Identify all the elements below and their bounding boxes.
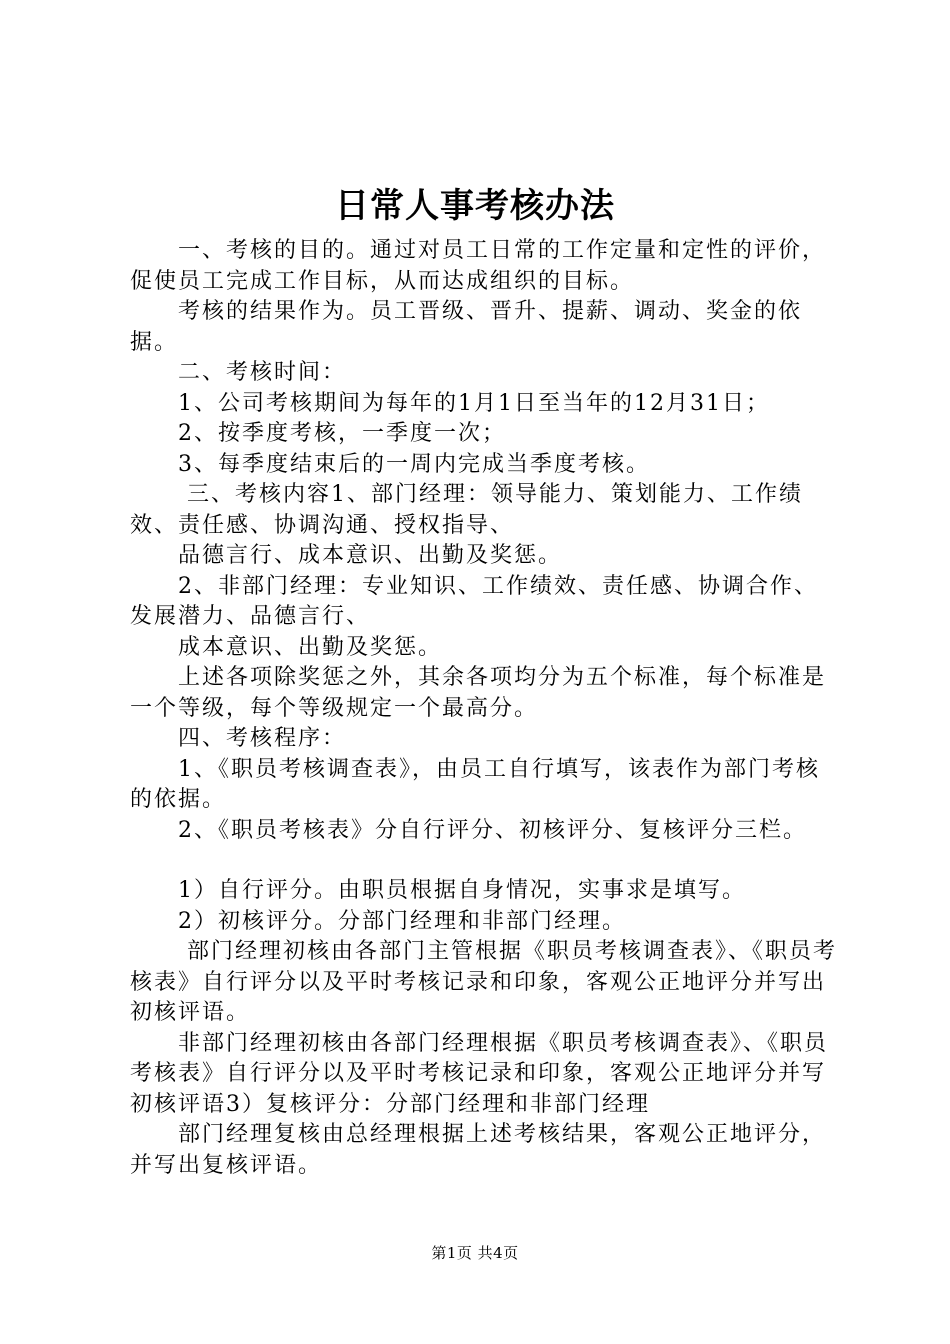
- document-title: 日常人事考核办法: [335, 186, 615, 226]
- list-item-deadline: 3、每季度结束后的一周内完成当季度考核。: [178, 451, 650, 477]
- paragraph-result-usage: 考核的结果作为。员工晋级、晋升、提薪、调动、奖金的依据。: [130, 299, 803, 355]
- paragraph-non-manager-initial-review: 非部门经理初核由各部门经理根据《职员考核调查表》、《职员考核表》自行评分以及平时考核记录和印象，客观公正地评分并写初核评语3）复核评分：分部门经理和非部门经理: [130, 1030, 829, 1117]
- heading-assessment-time: 二、考核时间：: [178, 360, 347, 385]
- paragraph-content-managers: 三、考核内容1、部门经理：领导能力、策划能力、工作绩效、责任感、协调沟通、授权指导、: [130, 482, 803, 538]
- paragraph-purpose: 一、考核的目的。通过对员工日常的工作定量和定性的评价，促使员工完成工作目标，从而达成组织的目标。: [130, 238, 827, 294]
- list-item-self-rating: 1）自行评分。由职员根据自身情况，实事求是填写。: [178, 878, 746, 903]
- page-number-footer: 第1页 共4页: [431, 1244, 519, 1262]
- list-item-period: 1、公司考核期间为每年的1月1日至当年的12月31日；: [178, 390, 770, 416]
- list-item-assessment-form: 2、《职员考核表》分自行评分、初核评分、复核评分三栏。: [178, 817, 807, 843]
- document-body: [130, 236, 840, 1181]
- paragraph-manager-final-review: 部门经理复核由总经理根据上述考核结果，客观公正地评分，并写出复核评语。: [130, 1122, 827, 1178]
- paragraph-manager-initial-review: 部门经理初核由各部门主管根据《职员考核调查表》、《职员考核表》自行评分以及平时考核记录和印象，客观公正地评分并写出初核评语。: [130, 939, 838, 1025]
- paragraph-content-non-managers: 2、非部门经理：专业知识、工作绩效、责任感、协调合作、发展潜力、品德言行、: [130, 573, 818, 629]
- list-item-quarterly: 2、按季度考核，一季度一次；: [178, 421, 506, 446]
- paragraph-content-managers-cont: 品德言行、成本意识、出勤及奖惩。: [178, 543, 563, 568]
- list-item-initial-rating: 2）初核评分。分部门经理和非部门经理。: [178, 908, 626, 934]
- list-item-survey-form: 1、《职员考核调查表》，由员工自行填写，该表作为部门考核的依据。: [130, 756, 820, 812]
- heading-assessment-procedure: 四、考核程序：: [178, 726, 347, 751]
- paragraph-standards: 上述各项除奖惩之外，其余各项均分为五个标准，每个标准是一个等级，每个等级规定一个最高分。: [130, 665, 827, 721]
- paragraph-content-non-managers-cont: 成本意识、出勤及奖惩。: [178, 634, 443, 660]
